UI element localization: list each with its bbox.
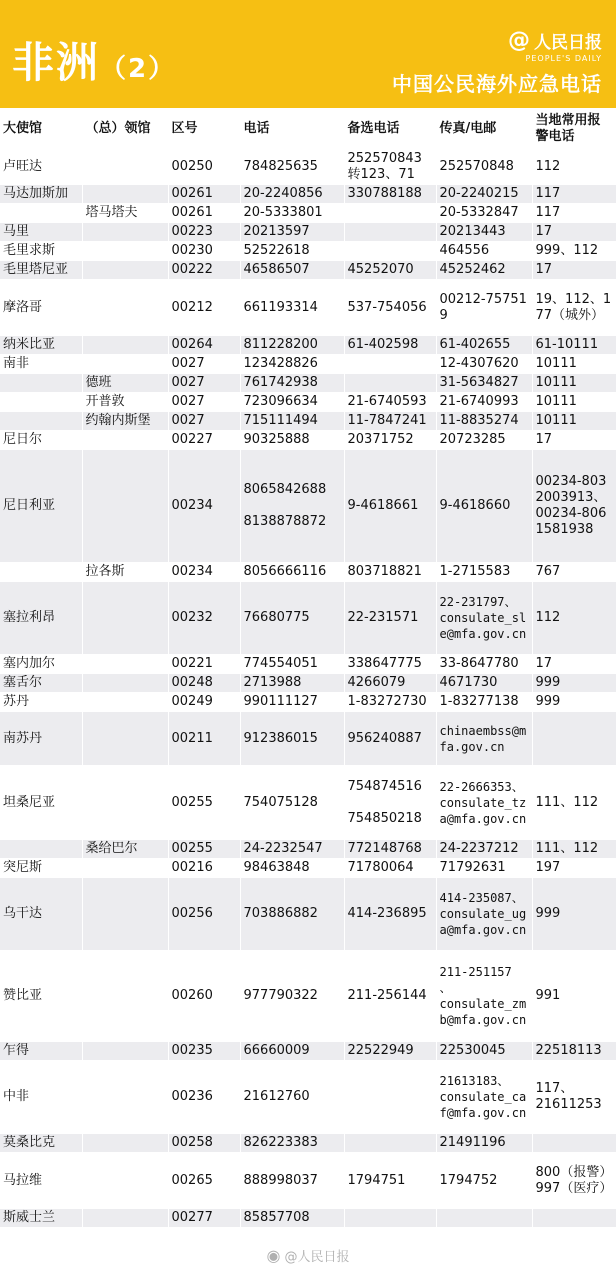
area-code-cell: 0027	[168, 393, 240, 412]
alt-phone-cell	[344, 355, 436, 374]
police-cell: 999、112	[532, 242, 616, 261]
fax-email-cell: 22530045	[436, 1042, 532, 1061]
table-row	[0, 431, 616, 450]
table-row	[0, 563, 616, 582]
alt-phone-cell	[344, 374, 436, 393]
table-row	[0, 185, 616, 204]
phone-cell: 661193314	[240, 280, 344, 336]
table-row	[0, 412, 616, 431]
consulate-cell	[82, 431, 168, 450]
phone-cell: 826223383	[240, 1134, 344, 1153]
fax-email-cell: 211-251157 、 consulate_zmb@mfa.gov.cn	[436, 951, 532, 1042]
area-code-cell: 0027	[168, 412, 240, 431]
consulate-cell	[82, 185, 168, 204]
consulate-cell: 桑给巴尔	[82, 840, 168, 859]
phone-cell: 52522618	[240, 242, 344, 261]
table-row	[0, 951, 616, 1042]
page-subtitle: 中国公民海外应急电话	[392, 72, 602, 96]
embassy-cell: 斯威士兰	[0, 1209, 82, 1228]
alt-phone-cell: 4266079	[344, 674, 436, 693]
alt-phone-cell: 9-4618661	[344, 450, 436, 563]
table-row	[0, 1134, 616, 1153]
fax-email-cell: 45252462	[436, 261, 532, 280]
phone-cell: 2713988	[240, 674, 344, 693]
consulate-cell	[82, 336, 168, 355]
at-icon: @	[508, 28, 530, 53]
alt-phone-cell: 211-256144	[344, 951, 436, 1042]
fax-email-cell: 1794752	[436, 1153, 532, 1209]
table-row	[0, 859, 616, 878]
alt-phone-cell: 252570843转123、71	[344, 149, 436, 185]
contacts-table	[0, 110, 616, 1228]
police-cell	[532, 712, 616, 766]
embassy-cell: 尼日利亚	[0, 450, 82, 563]
fax-email-cell: 22-2666353、 consulate_tza@mfa.gov.cn	[436, 766, 532, 840]
phone-cell: 977790322	[240, 951, 344, 1042]
logo-english: PEOPLE'S DAILY	[525, 54, 602, 63]
fax-email-cell: 1-2715583	[436, 563, 532, 582]
fax-email-cell: 21613183、 consulate_caf@mfa.gov.cn	[436, 1061, 532, 1134]
embassy-cell: 突尼斯	[0, 859, 82, 878]
table-row	[0, 242, 616, 261]
phone-cell: 811228200	[240, 336, 344, 355]
alt-phone-cell: 1-83272730	[344, 693, 436, 712]
police-cell	[532, 1209, 616, 1228]
footer-text: @人民日报	[284, 1250, 350, 1265]
area-code-cell: 00212	[168, 280, 240, 336]
fax-email-cell: 20-2240215	[436, 185, 532, 204]
phone-cell: 98463848	[240, 859, 344, 878]
table-row	[0, 693, 616, 712]
fax-email-cell: 21491196	[436, 1134, 532, 1153]
page-title-text: 非洲	[12, 38, 101, 87]
embassy-cell: 赞比亚	[0, 951, 82, 1042]
area-code-cell: 00227	[168, 431, 240, 450]
embassy-cell: 坦桑尼亚	[0, 766, 82, 840]
phone-cell: 8065842688 8138878872	[240, 450, 344, 563]
area-code-cell: 0027	[168, 374, 240, 393]
embassy-cell: 南苏丹	[0, 712, 82, 766]
phone-cell: 723096634	[240, 393, 344, 412]
area-code-cell: 00236	[168, 1061, 240, 1134]
area-code-cell: 00261	[168, 185, 240, 204]
police-cell: 10111	[532, 374, 616, 393]
consulate-cell	[82, 149, 168, 185]
col-header-phone: 电话	[240, 110, 344, 149]
table-row	[0, 223, 616, 242]
police-cell: 117	[532, 185, 616, 204]
col-header-fax-email: 传真/电邮	[436, 110, 532, 149]
police-cell: 00234-8032003913、00234-8061581938	[532, 450, 616, 563]
phone-cell: 774554051	[240, 655, 344, 674]
table-row	[0, 149, 616, 185]
area-code-cell: 00256	[168, 878, 240, 951]
area-code-cell: 00255	[168, 840, 240, 859]
area-code-cell: 0027	[168, 355, 240, 374]
police-cell: 17	[532, 431, 616, 450]
page-title-number: （2）	[100, 54, 177, 84]
table-row	[0, 450, 616, 563]
embassy-cell: 马拉维	[0, 1153, 82, 1209]
consulate-cell	[82, 951, 168, 1042]
phone-cell: 20-2240856	[240, 185, 344, 204]
area-code-cell: 00230	[168, 242, 240, 261]
police-cell: 17	[532, 223, 616, 242]
area-code-cell: 00255	[168, 766, 240, 840]
phone-cell: 715111494	[240, 412, 344, 431]
area-code-cell: 00234	[168, 450, 240, 563]
consulate-cell: 德班	[82, 374, 168, 393]
phone-cell: 85857708	[240, 1209, 344, 1228]
table-row	[0, 374, 616, 393]
phone-cell: 8056666116	[240, 563, 344, 582]
area-code-cell: 00221	[168, 655, 240, 674]
footer-watermark	[0, 1240, 616, 1272]
embassy-cell	[0, 412, 82, 431]
police-cell	[532, 1134, 616, 1153]
police-cell: 19、112、177（城外）	[532, 280, 616, 336]
police-cell: 112	[532, 149, 616, 185]
area-code-cell: 00250	[168, 149, 240, 185]
table-row	[0, 1061, 616, 1134]
area-code-cell: 00261	[168, 204, 240, 223]
consulate-cell	[82, 878, 168, 951]
phone-cell: 20-5333801	[240, 204, 344, 223]
alt-phone-cell: 61-402598	[344, 336, 436, 355]
area-code-cell: 00249	[168, 693, 240, 712]
fax-email-cell: 20-5332847	[436, 204, 532, 223]
phone-cell: 990111127	[240, 693, 344, 712]
embassy-cell	[0, 374, 82, 393]
police-cell: 112	[532, 582, 616, 655]
weibo-icon: ◉	[266, 1246, 281, 1265]
police-cell: 22518113	[532, 1042, 616, 1061]
phone-cell: 90325888	[240, 431, 344, 450]
alt-phone-cell: 414-236895	[344, 878, 436, 951]
table-row	[0, 878, 616, 951]
consulate-cell	[82, 1061, 168, 1134]
table-row	[0, 1153, 616, 1209]
embassy-cell: 纳米比亚	[0, 336, 82, 355]
alt-phone-cell	[344, 1061, 436, 1134]
police-cell: 17	[532, 261, 616, 280]
alt-phone-cell: 21-6740593	[344, 393, 436, 412]
fax-email-cell	[436, 1209, 532, 1228]
fax-email-cell: 12-4307620	[436, 355, 532, 374]
fax-email-cell: chinaembss@mfa.gov.cn	[436, 712, 532, 766]
phone-cell: 912386015	[240, 712, 344, 766]
phone-cell: 21612760	[240, 1061, 344, 1134]
phone-cell: 754075128	[240, 766, 344, 840]
alt-phone-cell: 1794751	[344, 1153, 436, 1209]
embassy-cell: 马里	[0, 223, 82, 242]
phone-cell: 66660009	[240, 1042, 344, 1061]
consulate-cell: 拉各斯	[82, 563, 168, 582]
table-row	[0, 280, 616, 336]
table-row	[0, 582, 616, 655]
table-header-row	[0, 110, 616, 149]
police-cell: 10111	[532, 355, 616, 374]
police-cell: 117、 21611253	[532, 1061, 616, 1134]
area-code-cell: 00258	[168, 1134, 240, 1153]
table-row	[0, 393, 616, 412]
consulate-cell	[82, 1153, 168, 1209]
fax-email-cell: 414-235087、 consulate_uga@mfa.gov.cn	[436, 878, 532, 951]
phone-cell: 20213597	[240, 223, 344, 242]
fax-email-cell: 20723285	[436, 431, 532, 450]
table-row	[0, 766, 616, 840]
fax-email-cell: 24-2237212	[436, 840, 532, 859]
consulate-cell	[82, 712, 168, 766]
fax-email-cell: 11-8835274	[436, 412, 532, 431]
embassy-cell: 塞舌尔	[0, 674, 82, 693]
area-code-cell: 00222	[168, 261, 240, 280]
alt-phone-cell: 803718821	[344, 563, 436, 582]
table-row	[0, 1042, 616, 1061]
fax-email-cell: 21-6740993	[436, 393, 532, 412]
alt-phone-cell	[344, 204, 436, 223]
logo-text: 人民日报	[534, 33, 602, 53]
area-code-cell: 00234	[168, 563, 240, 582]
fax-email-cell: 22-231797、 consulate_sle@mfa.gov.cn	[436, 582, 532, 655]
alt-phone-cell: 537-754056	[344, 280, 436, 336]
police-cell: 999	[532, 693, 616, 712]
alt-phone-cell: 772148768	[344, 840, 436, 859]
phone-cell: 123428826	[240, 355, 344, 374]
consulate-cell	[82, 766, 168, 840]
alt-phone-cell: 11-7847241	[344, 412, 436, 431]
embassy-cell	[0, 563, 82, 582]
police-cell: 17	[532, 655, 616, 674]
fax-email-cell: 00212-757519	[436, 280, 532, 336]
police-cell: 197	[532, 859, 616, 878]
page-header	[0, 0, 616, 108]
police-cell: 111、112	[532, 840, 616, 859]
col-header-area-code: 区号	[168, 110, 240, 149]
phone-cell: 784825635	[240, 149, 344, 185]
consulate-cell: 约翰内斯堡	[82, 412, 168, 431]
area-code-cell: 00235	[168, 1042, 240, 1061]
fax-email-cell: 252570848	[436, 149, 532, 185]
consulate-cell	[82, 261, 168, 280]
embassy-cell	[0, 204, 82, 223]
alt-phone-cell: 22522949	[344, 1042, 436, 1061]
consulate-cell: 塔马塔夫	[82, 204, 168, 223]
police-cell: 991	[532, 951, 616, 1042]
page-title	[12, 38, 177, 87]
consulate-cell	[82, 223, 168, 242]
area-code-cell: 00277	[168, 1209, 240, 1228]
police-cell: 999	[532, 674, 616, 693]
consulate-cell	[82, 1209, 168, 1228]
alt-phone-cell: 956240887	[344, 712, 436, 766]
embassy-cell: 尼日尔	[0, 431, 82, 450]
embassy-cell: 马达加斯加	[0, 185, 82, 204]
col-header-police: 当地常用报警电话	[532, 110, 616, 149]
police-cell: 61-10111	[532, 336, 616, 355]
alt-phone-cell: 45252070	[344, 261, 436, 280]
embassy-cell: 卢旺达	[0, 149, 82, 185]
consulate-cell	[82, 450, 168, 563]
police-cell: 117	[532, 204, 616, 223]
col-header-alt-phone: 备选电话	[344, 110, 436, 149]
alt-phone-cell	[344, 242, 436, 261]
phone-cell: 24-2232547	[240, 840, 344, 859]
table-row	[0, 712, 616, 766]
area-code-cell: 00248	[168, 674, 240, 693]
fax-email-cell: 9-4618660	[436, 450, 532, 563]
police-cell: 767	[532, 563, 616, 582]
consulate-cell	[82, 693, 168, 712]
phone-cell: 76680775	[240, 582, 344, 655]
table-row	[0, 336, 616, 355]
embassy-cell: 毛里求斯	[0, 242, 82, 261]
police-cell: 111、112	[532, 766, 616, 840]
embassy-cell: 毛里塔尼亚	[0, 261, 82, 280]
alt-phone-cell: 71780064	[344, 859, 436, 878]
embassy-cell: 摩洛哥	[0, 280, 82, 336]
consulate-cell: 开普敦	[82, 393, 168, 412]
police-cell: 999	[532, 878, 616, 951]
fax-email-cell: 20213443	[436, 223, 532, 242]
fax-email-cell: 61-402655	[436, 336, 532, 355]
fax-email-cell: 1-83277138	[436, 693, 532, 712]
alt-phone-cell: 20371752	[344, 431, 436, 450]
table-row	[0, 1209, 616, 1228]
embassy-cell: 中非	[0, 1061, 82, 1134]
area-code-cell: 00223	[168, 223, 240, 242]
fax-email-cell: 464556	[436, 242, 532, 261]
phone-cell: 703886882	[240, 878, 344, 951]
embassy-cell: 莫桑比克	[0, 1134, 82, 1153]
police-cell: 10111	[532, 393, 616, 412]
alt-phone-cell: 330788188	[344, 185, 436, 204]
consulate-cell	[82, 1134, 168, 1153]
alt-phone-cell: 338647775	[344, 655, 436, 674]
col-header-embassy: 大使馆	[0, 110, 82, 149]
consulate-cell	[82, 280, 168, 336]
area-code-cell: 00232	[168, 582, 240, 655]
area-code-cell: 00260	[168, 951, 240, 1042]
consulate-cell	[82, 242, 168, 261]
alt-phone-cell	[344, 1209, 436, 1228]
fax-email-cell: 31-5634827	[436, 374, 532, 393]
embassy-cell: 南非	[0, 355, 82, 374]
table-row	[0, 204, 616, 223]
consulate-cell	[82, 655, 168, 674]
embassy-cell: 乍得	[0, 1042, 82, 1061]
phone-cell: 888998037	[240, 1153, 344, 1209]
brand-logo	[508, 28, 602, 63]
area-code-cell: 00211	[168, 712, 240, 766]
consulate-cell	[82, 355, 168, 374]
area-code-cell: 00265	[168, 1153, 240, 1209]
embassy-cell: 乌干达	[0, 878, 82, 951]
fax-email-cell: 71792631	[436, 859, 532, 878]
alt-phone-cell: 754874516 754850218	[344, 766, 436, 840]
fax-email-cell: 33-8647780	[436, 655, 532, 674]
consulate-cell	[82, 582, 168, 655]
embassy-cell: 塞拉利昂	[0, 582, 82, 655]
consulate-cell	[82, 674, 168, 693]
police-cell: 10111	[532, 412, 616, 431]
consulate-cell	[82, 1042, 168, 1061]
embassy-cell: 苏丹	[0, 693, 82, 712]
police-cell: 800（报警）997（医疗）	[532, 1153, 616, 1209]
area-code-cell: 00216	[168, 859, 240, 878]
fax-email-cell: 4671730	[436, 674, 532, 693]
alt-phone-cell	[344, 1134, 436, 1153]
embassy-cell	[0, 393, 82, 412]
alt-phone-cell	[344, 223, 436, 242]
col-header-consulate: （总）领馆	[82, 110, 168, 149]
table-row	[0, 840, 616, 859]
table-row	[0, 355, 616, 374]
embassy-cell	[0, 840, 82, 859]
embassy-cell: 塞内加尔	[0, 655, 82, 674]
alt-phone-cell: 22-231571	[344, 582, 436, 655]
area-code-cell: 00264	[168, 336, 240, 355]
table-row	[0, 655, 616, 674]
table-row	[0, 674, 616, 693]
consulate-cell	[82, 859, 168, 878]
table-row	[0, 261, 616, 280]
phone-cell: 761742938	[240, 374, 344, 393]
phone-cell: 46586507	[240, 261, 344, 280]
